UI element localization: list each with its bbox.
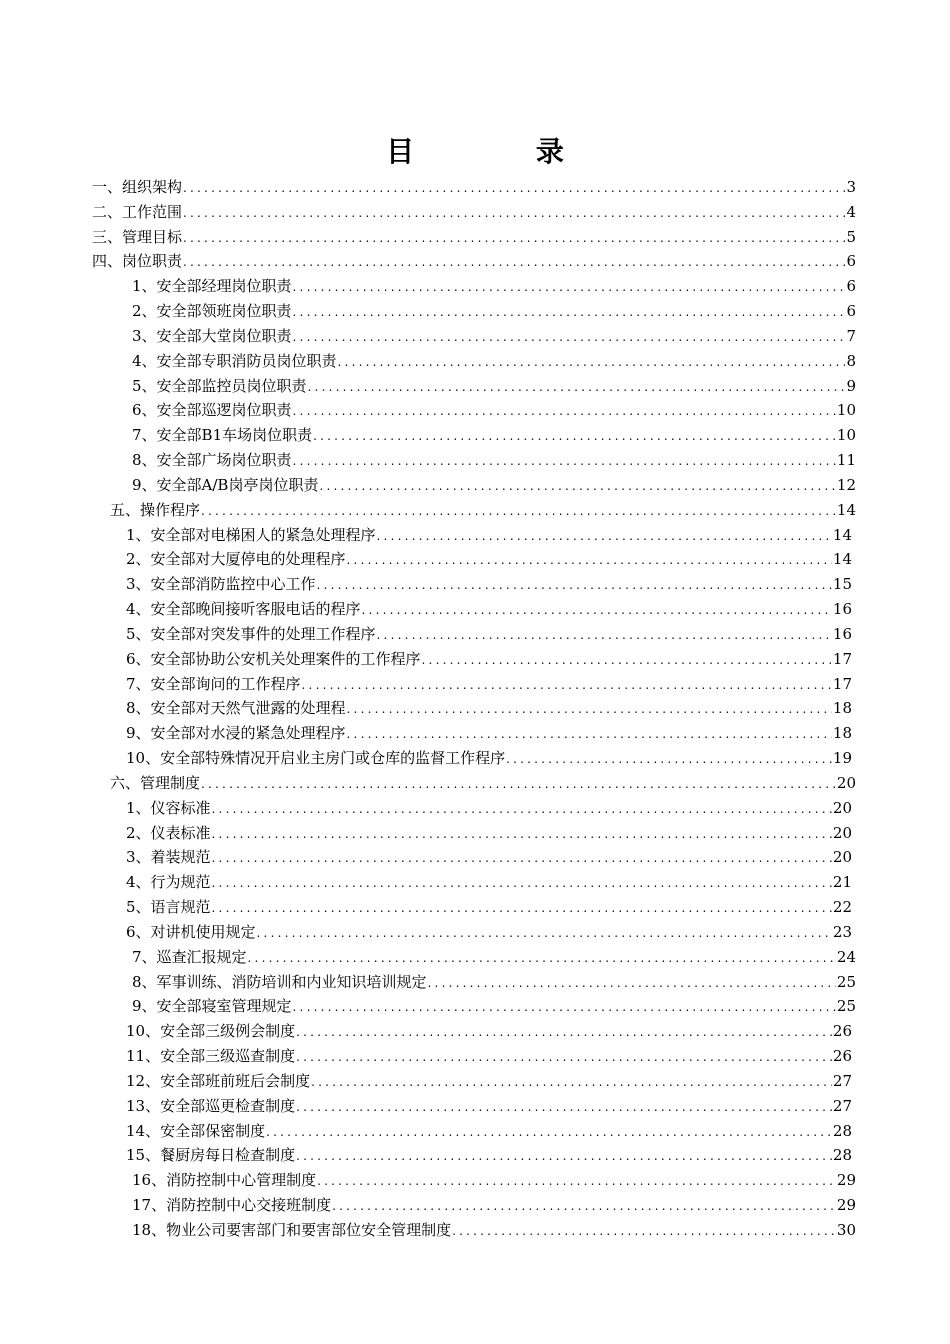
toc-dot-leader — [293, 300, 846, 323]
toc-entry-page: 16 — [832, 600, 852, 619]
toc-dot-leader — [428, 971, 836, 994]
toc-entry-label: 6、对讲机使用规定 — [126, 922, 256, 941]
toc-entry-page: 14 — [832, 525, 852, 544]
toc-entry-page: 6 — [846, 252, 856, 271]
toc-entry-label: 一、组织架构 — [92, 178, 183, 196]
toc-entry[interactable] — [132, 374, 856, 398]
toc-entry[interactable] — [132, 970, 856, 994]
toc-entry-label: 17、消防控制中心交接班制度 — [132, 1196, 332, 1215]
toc-dot-leader — [452, 1219, 836, 1242]
toc-entry[interactable] — [132, 473, 856, 497]
toc-entry-page: 14 — [836, 500, 856, 519]
toc-entry[interactable] — [132, 945, 856, 969]
toc-entry[interactable] — [126, 895, 852, 919]
toc-entry[interactable] — [132, 1168, 856, 1192]
toc-dot-leader — [183, 226, 845, 249]
toc-entry-label: 8、安全部对天然气泄露的处理程 — [126, 699, 346, 718]
toc-entry-label: 4、安全部晚间接听客服电话的程序 — [126, 600, 361, 619]
toc-entry[interactable] — [126, 721, 852, 745]
toc-entry-label: 4、安全部专职消防员岗位职责 — [132, 351, 337, 370]
toc-entry[interactable] — [126, 746, 852, 770]
toc-entry[interactable] — [132, 1218, 856, 1242]
toc-dot-leader — [257, 921, 832, 944]
toc-dot-leader — [293, 325, 846, 348]
toc-entry-page: 15 — [832, 575, 852, 594]
toc-entry[interactable] — [126, 523, 852, 547]
toc-entry-page: 6 — [846, 302, 856, 321]
toc-dot-leader — [248, 946, 836, 969]
toc-dot-leader — [293, 449, 836, 472]
toc-entry-page: 20 — [836, 773, 856, 792]
toc-entry[interactable] — [132, 324, 856, 348]
toc-entry-label: 3、安全部大堂岗位职责 — [132, 326, 292, 345]
toc-entry-label: 5、安全部对突发事件的处理工作程序 — [126, 624, 376, 643]
toc-dot-leader — [212, 896, 832, 919]
toc-entry-page: 12 — [836, 475, 856, 494]
toc-entry[interactable] — [132, 398, 856, 422]
toc-entry-page: 30 — [836, 1220, 856, 1239]
toc-entry-page: 20 — [832, 823, 852, 842]
toc-dot-leader — [338, 350, 846, 373]
toc-entry-label: 14、安全部保密制度 — [126, 1121, 266, 1140]
toc-entry[interactable] — [126, 547, 852, 571]
toc-entry[interactable] — [132, 1193, 856, 1217]
toc-dot-leader — [293, 995, 836, 1018]
toc-entry-page: 10 — [836, 426, 856, 445]
toc-entry-page: 17 — [832, 674, 852, 693]
toc-entry-label: 7、巡查汇报规定 — [132, 947, 247, 966]
toc-entry-label: 7、安全部询问的工作程序 — [126, 674, 301, 693]
toc-entry-page: 22 — [832, 898, 852, 917]
toc-entry-label: 5、语言规范 — [126, 898, 211, 917]
toc-entry-page: 20 — [832, 798, 852, 817]
toc-entry-page: 28 — [832, 1121, 852, 1140]
toc-entry[interactable] — [126, 870, 852, 894]
toc-entry-label: 11、安全部三级巡查制度 — [126, 1047, 296, 1066]
toc-entry[interactable] — [132, 448, 856, 472]
toc-entry[interactable] — [126, 696, 852, 720]
toc-entry-page: 4 — [846, 202, 856, 221]
toc-entry-label: 三、管理目标 — [92, 227, 183, 246]
toc-dot-leader — [212, 846, 832, 869]
toc-entry-label: 6、安全部巡逻岗位职责 — [132, 401, 292, 420]
toc-entry-label: 13、安全部巡更检查制度 — [126, 1096, 296, 1115]
toc-entry-label: 2、安全部领班岗位职责 — [132, 302, 292, 321]
toc-entry-page: 17 — [832, 649, 852, 668]
toc-entry-label: 2、仪表标准 — [126, 823, 211, 842]
toc-dot-leader — [212, 797, 832, 820]
toc-dot-leader — [212, 822, 832, 845]
toc-entry-label: 18、物业公司要害部门和要害部位安全管理制度 — [132, 1220, 452, 1239]
toc-dot-leader — [266, 1120, 832, 1143]
toc-entry[interactable] — [126, 647, 852, 671]
toc-entry[interactable] — [126, 1069, 852, 1093]
toc-dot-leader — [183, 176, 845, 199]
toc-entry-page: 28 — [832, 1146, 852, 1165]
toc-entry[interactable] — [92, 175, 856, 199]
toc-entry-label: 1、安全部对电梯困人的紧急处理程序 — [126, 525, 376, 544]
toc-dot-leader — [296, 1095, 832, 1118]
toc-entry-page: 20 — [832, 848, 852, 867]
toc-entry[interactable] — [126, 1044, 852, 1068]
toc-entry[interactable] — [92, 200, 856, 224]
toc-dot-leader — [183, 250, 845, 273]
toc-entry[interactable] — [126, 920, 852, 944]
toc-dot-leader — [319, 474, 835, 497]
toc-dot-leader — [302, 673, 832, 696]
toc-dot-leader — [212, 871, 832, 894]
toc-dot-leader — [317, 1169, 836, 1192]
toc-entry-page: 25 — [836, 972, 856, 991]
toc-dot-leader — [347, 548, 832, 571]
toc-entry[interactable] — [110, 498, 856, 522]
toc-entry-label: 1、安全部经理岗位职责 — [132, 277, 292, 296]
toc-entry[interactable] — [126, 821, 852, 845]
toc-dot-leader — [293, 275, 846, 298]
toc-entry[interactable] — [126, 1143, 852, 1167]
toc-entry-label: 4、行为规范 — [126, 873, 211, 892]
toc-dot-leader — [317, 573, 832, 596]
toc-entry-label: 3、安全部消防监控中心工作 — [126, 575, 316, 594]
toc-entry[interactable] — [126, 597, 852, 621]
toc-entry[interactable] — [126, 672, 852, 696]
toc-dot-leader — [201, 499, 836, 522]
toc-dot-leader — [422, 648, 832, 671]
toc-entry-label: 8、安全部广场岗位职责 — [132, 451, 292, 470]
toc-dot-leader — [296, 1020, 832, 1043]
toc-entry-page: 14 — [832, 550, 852, 569]
toc-entry-page: 26 — [832, 1022, 852, 1041]
toc-dot-leader — [506, 747, 832, 770]
toc-dot-leader — [201, 772, 836, 795]
toc-entry-label: 10、安全部三级例会制度 — [126, 1022, 296, 1041]
toc-entry-page: 16 — [832, 624, 852, 643]
toc-dot-leader — [362, 598, 832, 621]
toc-dot-leader — [332, 1194, 836, 1217]
toc-entry[interactable] — [126, 1094, 852, 1118]
toc-entry-label: 5、安全部监控员岗位职责 — [132, 376, 307, 395]
toc-entry[interactable] — [126, 572, 852, 596]
toc-entry-page: 5 — [846, 227, 856, 246]
toc-entry-label: 15、餐厨房每日检查制度 — [126, 1146, 296, 1165]
toc-entry[interactable] — [126, 796, 852, 820]
toc-entry-page: 6 — [846, 277, 856, 296]
toc-entry-page: 27 — [832, 1071, 852, 1090]
toc-dot-leader — [311, 1070, 832, 1093]
toc-entry-page: 18 — [832, 724, 852, 743]
toc-entry-page: 8 — [846, 351, 856, 370]
toc-entry[interactable] — [132, 274, 856, 298]
toc-entry[interactable] — [126, 1119, 852, 1143]
toc-entry-label: 9、安全部A/B岗亭岗位职责 — [132, 475, 319, 494]
toc-entry-label: 3、着装规范 — [126, 848, 211, 867]
toc-entry-label: 四、岗位职责 — [92, 252, 183, 271]
toc-dot-leader — [308, 375, 846, 398]
toc-entry-page: 29 — [836, 1171, 856, 1190]
toc-entry-label: 16、消防控制中心管理制度 — [132, 1171, 317, 1190]
toc-entry-label: 六、管理制度 — [110, 773, 201, 792]
toc-entry[interactable] — [132, 299, 856, 323]
toc-dot-leader — [377, 623, 832, 646]
toc-dot-leader — [296, 1045, 832, 1068]
toc-entry-page: 24 — [836, 947, 856, 966]
toc-entry-page: 26 — [832, 1047, 852, 1066]
toc-entry-page: 9 — [846, 376, 856, 395]
toc-entry-label: 9、安全部寝室管理规定 — [132, 997, 292, 1016]
page-title: 目 录 — [386, 135, 620, 168]
toc-entry[interactable] — [132, 994, 856, 1018]
toc-entry-label: 1、仪容标准 — [126, 798, 211, 817]
toc-entry-page: 7 — [846, 326, 856, 345]
toc-entry-page: 19 — [832, 749, 852, 768]
toc-entry-page: 23 — [832, 922, 852, 941]
toc-entry-page: 21 — [832, 873, 852, 892]
toc-entry-page: 18 — [832, 699, 852, 718]
toc-entry-label: 12、安全部班前班后会制度 — [126, 1071, 311, 1090]
toc-entry[interactable] — [126, 845, 852, 869]
toc-dot-leader — [296, 1144, 832, 1167]
toc-entry-label: 8、军事训练、消防培训和内业知识培训规定 — [132, 972, 427, 991]
toc-dot-leader — [377, 524, 832, 547]
toc-dot-leader — [313, 424, 836, 447]
toc-entry[interactable] — [92, 225, 856, 249]
toc-entry-label: 五、操作程序 — [110, 500, 201, 519]
toc-entry[interactable] — [126, 622, 852, 646]
toc-entry-label: 10、安全部特殊情况开启业主房门或仓库的监督工作程序 — [126, 749, 506, 768]
toc-entry[interactable] — [92, 249, 856, 273]
toc-dot-leader — [183, 201, 845, 224]
toc-dot-leader — [293, 399, 836, 422]
toc-entry-page: 29 — [836, 1196, 856, 1215]
toc-dot-leader — [347, 697, 832, 720]
toc-entry-page: 3 — [846, 178, 856, 196]
toc-entry-page: 25 — [836, 997, 856, 1016]
toc-entry[interactable] — [132, 423, 856, 447]
toc-entry-label: 2、安全部对大厦停电的处理程序 — [126, 550, 346, 569]
toc-entry-label: 二、工作范围 — [92, 202, 183, 221]
toc-entry[interactable] — [132, 349, 856, 373]
toc-entry-label: 9、安全部对水浸的紧急处理程序 — [126, 724, 346, 743]
toc-entry[interactable] — [126, 1019, 852, 1043]
toc-entry-label: 7、安全部B1车场岗位职责 — [132, 426, 313, 445]
toc-entry-page: 10 — [836, 401, 856, 420]
toc-entry-page: 11 — [836, 451, 856, 470]
toc-entry-label: 6、安全部协助公安机关处理案件的工作程序 — [126, 649, 421, 668]
toc-entry-page: 27 — [832, 1096, 852, 1115]
toc-dot-leader — [347, 722, 832, 745]
toc-entry[interactable] — [110, 771, 856, 795]
